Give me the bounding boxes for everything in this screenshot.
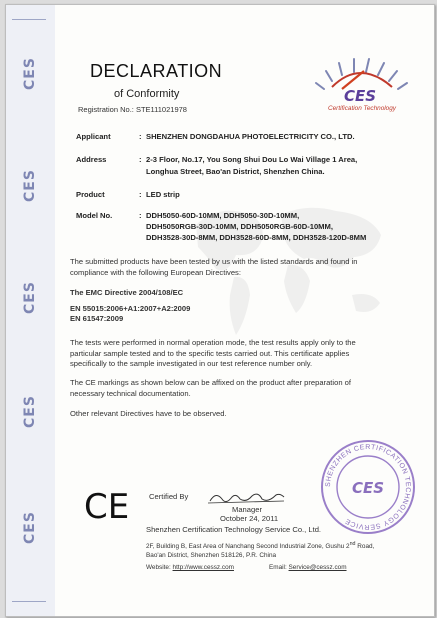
ce-mark <box>82 485 132 525</box>
seal-center-text: CES <box>351 479 385 497</box>
paragraph-compliance <box>70 257 420 278</box>
directive-title: The EMC Directive 2004/108/EC <box>70 288 184 297</box>
footer-company: Shenzhen Certification Technology Service Co., Ltd. <box>146 525 322 534</box>
document-subtitle: of Conformity <box>114 88 180 100</box>
sidebar-ces-label: CES <box>22 169 38 202</box>
certificate-date: October 24, 2011 <box>220 514 279 523</box>
text: 2F, Building B, East Area of Nanchang Second Industrial Zone, Gushu 2 <box>146 543 350 551</box>
website-label: Website: <box>146 564 173 571</box>
ces-seal <box>318 437 418 537</box>
text-line: The submitted products have been tested by us with the listed standards and found in <box>70 257 358 266</box>
footer-email <box>269 563 409 574</box>
applicant-label: Applicant <box>76 132 111 141</box>
text: Road, <box>355 543 375 551</box>
text-line: compliance with the following European Directives: <box>70 267 241 277</box>
product-label: Product <box>76 190 105 199</box>
certificate-page <box>5 4 435 617</box>
document-title: DECLARATION <box>90 61 223 81</box>
ces-logo <box>302 49 422 113</box>
colon: : <box>139 211 142 220</box>
text-line: The CE markings as shown below can be affixed on the product after preparation of <box>70 378 351 387</box>
model-label: Model No. <box>76 211 113 220</box>
standard-1: EN 55015:2006+A1:2007+A2:2009 <box>70 304 191 313</box>
applicant-value: SHENZHEN DONGDAHUA PHOTOELECTRICITY CO., LTD. <box>146 132 355 141</box>
colon: : <box>139 155 142 164</box>
text: nd <box>349 541 356 547</box>
certified-by-label: Certified By <box>149 492 189 501</box>
colon: : <box>139 132 142 141</box>
registration-number: Registration No.: STE111021978 <box>78 105 187 114</box>
paragraph-tests <box>70 338 420 370</box>
colon: : <box>139 190 142 199</box>
sidebar-ces-label: CES <box>22 395 38 428</box>
product-value: LED strip <box>146 190 180 199</box>
text-line: The tests were performed in normal operation mode, the test results apply only to the <box>70 338 356 347</box>
seal-ring-text: SHENZHEN CERTIFICATION TECHNOLOGY SERVICE <box>324 443 412 531</box>
email-label: Email: <box>269 564 289 571</box>
email-link[interactable]: Service@cessz.com <box>288 564 347 571</box>
address-line-1: 2-3 Floor, No.17, You Song Shui Dou Lo Wai Village 1 Area, <box>146 155 358 164</box>
logo-letters: CES <box>343 87 377 105</box>
address-label: Address <box>76 155 107 164</box>
ce-mark-text: CE <box>84 487 130 525</box>
model-line-1: DDH5050-60D-10MM, DDH5050-30D-10MM, <box>146 211 300 220</box>
model-line-3: DDH3528-30D-8MM, DDH3528-60D-8MM, DDH3528-120D-8MM <box>146 233 367 242</box>
footer-website <box>146 563 266 574</box>
text-line: particular sample tested and to the specific tests carried out. This certificate applies <box>70 348 350 358</box>
signatory-role: Manager <box>232 505 262 514</box>
logo-tagline: Certification Technology <box>328 105 396 112</box>
website-link[interactable]: http://www.cessz.com <box>172 564 234 571</box>
sidebar-ces-label: CES <box>22 281 38 314</box>
left-decorative-bar <box>6 5 55 616</box>
text-line: necessary technical documentation. <box>70 388 191 398</box>
sidebar-ces-label: CES <box>22 511 38 544</box>
text-line: specifically to the sample investigated in our test reference number only. <box>70 359 313 368</box>
footer-address-line-2: Bao'an District, Shenzhen 518126, P.R. China <box>146 552 277 559</box>
address-line-2: Longhua Street, Bao'an District, Shenzhen China. <box>146 167 325 176</box>
sidebar-ces-label: CES <box>22 57 38 90</box>
model-line-2: DDH5050RGB-30D-10MM, DDH5050RGB-60D-10MM, <box>146 222 333 231</box>
paragraph-other-directives: Other relevant Directives have to be observed. <box>70 409 227 418</box>
standard-2: EN 61547:2009 <box>70 314 124 323</box>
paragraph-ce-marking <box>70 378 420 399</box>
